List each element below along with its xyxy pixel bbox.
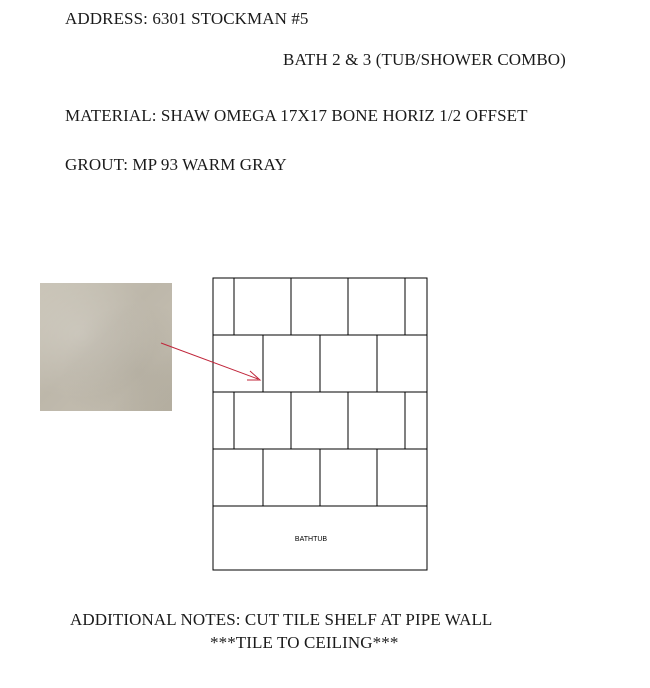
tile — [377, 449, 427, 506]
bathtub-label: BATHTUB — [294, 536, 328, 543]
tile — [213, 392, 234, 449]
tile — [213, 278, 234, 335]
tile — [320, 335, 377, 392]
tile — [234, 392, 291, 449]
tile — [291, 278, 348, 335]
ceiling-note: ***TILE TO CEILING*** — [210, 633, 399, 652]
address-line: ADDRESS: 6301 STOCKMAN #5 — [65, 9, 309, 28]
tile — [348, 278, 405, 335]
grout-line: GROUT: MP 93 WARM GRAY — [65, 155, 287, 174]
tile — [405, 392, 427, 449]
room-title: BATH 2 & 3 (TUB/SHOWER COMBO) — [283, 50, 566, 69]
material-line: MATERIAL: SHAW OMEGA 17X17 BONE HORIZ 1/2 OFFSET — [65, 106, 528, 125]
additional-notes: ADDITIONAL NOTES: CUT TILE SHELF AT PIPE WALL — [70, 610, 493, 629]
tile — [348, 392, 405, 449]
tile — [377, 335, 427, 392]
tile — [263, 335, 320, 392]
tile — [405, 278, 427, 335]
tile — [320, 449, 377, 506]
tile — [263, 449, 320, 506]
tile — [213, 335, 263, 392]
tile — [291, 392, 348, 449]
tile — [213, 449, 263, 506]
tile — [234, 278, 291, 335]
